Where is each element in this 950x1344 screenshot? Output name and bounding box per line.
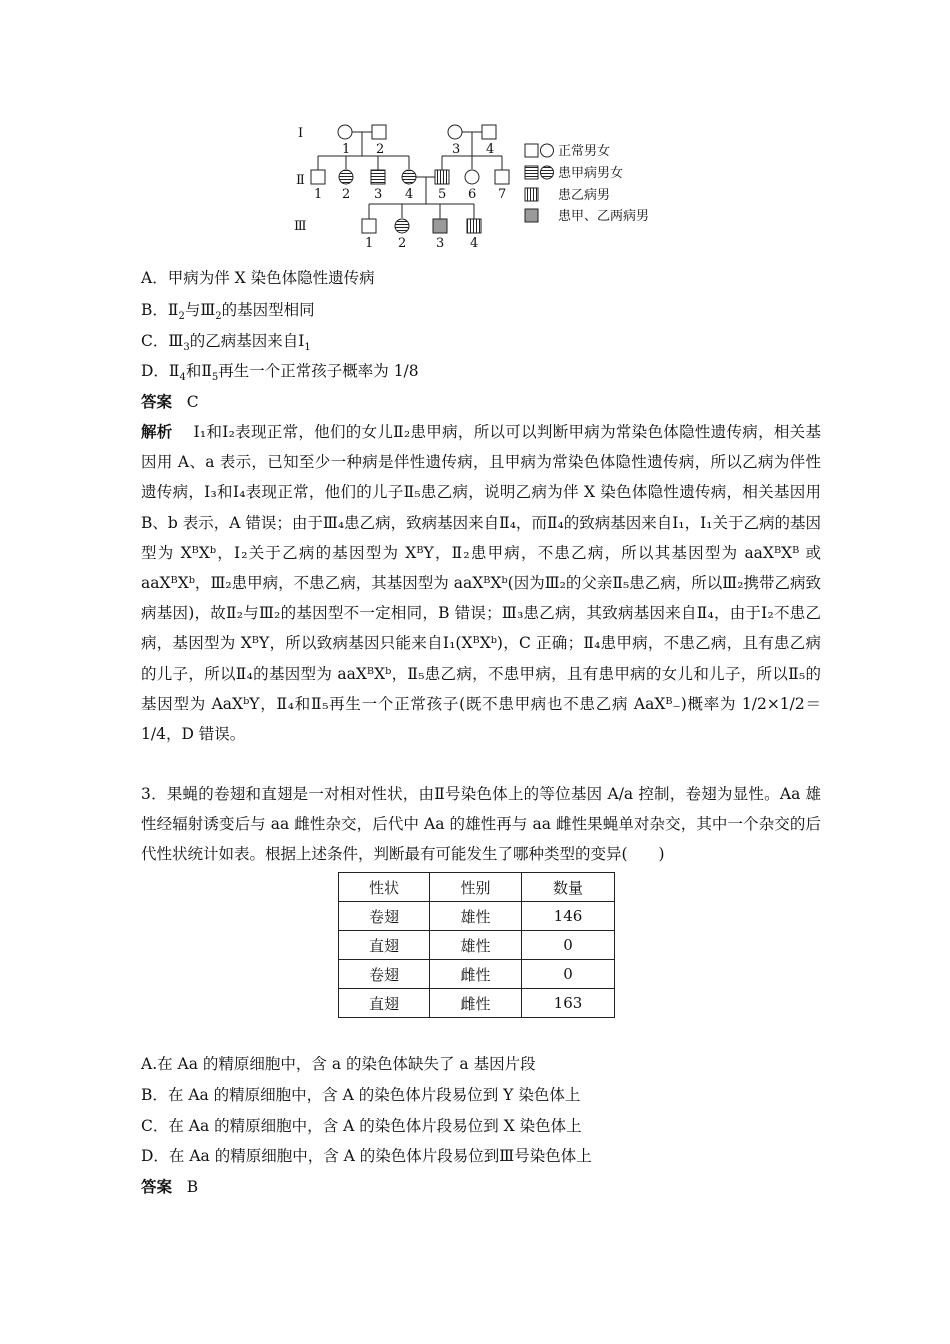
table-cell: 雄性: [430, 931, 522, 960]
num-I2: 2: [376, 142, 385, 157]
III4-male-disease-b: [467, 219, 481, 233]
q2-option-b-mid: 与Ⅲ: [184, 301, 216, 319]
pedigree-chart: [292, 118, 672, 254]
II6-female-normal: [465, 170, 479, 184]
table-cell: 卷翅: [339, 960, 430, 989]
q2-analysis-label: 解析: [141, 422, 173, 441]
legend-disease-b: 患乙病男: [558, 188, 611, 203]
q2-option-c: [141, 331, 311, 354]
num-I1: 1: [342, 142, 351, 157]
III3-male-both-diseases: [433, 219, 447, 233]
q3-table: [338, 872, 615, 1018]
I1-female-normal: [338, 125, 352, 139]
q2-option-b-sub1: 2: [178, 311, 185, 323]
II5-male-disease-b: [435, 170, 449, 184]
table-header-count: 数量: [522, 873, 615, 902]
legend-both-diseases: 患甲、乙两病男: [558, 209, 650, 224]
num-II5: 5: [438, 187, 447, 202]
q3-stem: 3．果蝇的卷翅和直翅是一对相对性状，由Ⅱ号染色体上的等位基因 A/a 控制，卷翅为显性。Aa 雄性经辐射诱变后与 aa 雌性杂交，后代中 Aa 的雄性再与 aa 雌性果蝇单对杂交，其中一个杂交的后代性状统计如表。根据上述条件，判断最有可能发生了哪种类型的变异( ): [141, 785, 821, 864]
table-header-row: [339, 873, 615, 902]
III1-male-normal: [362, 219, 376, 233]
q3-option-a: A.在 Aa 的精原细胞中，含 a 的染色体缺失了 a 基因片段: [141, 1055, 536, 1073]
q3-option-c: C．在 Aa 的精原细胞中，含 A 的染色体片段易位到 X 染色体上: [141, 1117, 582, 1135]
q2-option-b-sub2: 2: [215, 311, 222, 323]
table-cell: 146: [522, 902, 615, 931]
legend-disease-a: 患甲病男女: [558, 166, 624, 181]
table-cell: 雄性: [430, 902, 522, 931]
II3-male-disease-a: [371, 170, 385, 184]
III2-female-disease-a: [395, 219, 409, 233]
q2-answer-value: C: [186, 393, 199, 411]
II1-male-normal: [311, 170, 325, 184]
I3-female-normal: [448, 125, 462, 139]
q2-option-a: A．甲病为伴 X 染色体隐性遗传病: [141, 269, 375, 287]
table-cell: 直翅: [339, 989, 430, 1018]
table-row: [339, 960, 615, 989]
q2-option-d-mid: 和Ⅱ: [185, 362, 212, 380]
q2-option-d: [141, 361, 419, 384]
table-row: [339, 902, 615, 931]
table-header-sex: 性别: [430, 873, 522, 902]
q2-option-d-post: 再生一个正常孩子概率为 1/8: [218, 362, 419, 380]
q3-option-b: B．在 Aa 的精原细胞中，含 A 的染色体片段易位到 Y 染色体上: [141, 1086, 581, 1104]
q3-answer-value: B: [186, 1178, 199, 1196]
q3-answer: [141, 1177, 198, 1197]
num-III1: 1: [365, 236, 374, 251]
q2-analysis: [141, 417, 821, 749]
q2-analysis-text: Ⅰ₁和Ⅰ₂表现正常，他们的女儿Ⅱ₂患甲病，所以可以判断甲病为常染色体隐性遗传病，相关基因用 A、a 表示，已知至少一种病是伴性遗传病，且甲病为常染色体隐性遗传病，所以乙病为伴性遗传病，Ⅰ₃和Ⅰ₄表现正常，他们的儿子Ⅱ₅患乙病，说明乙病为伴 X 染色体隐性遗传病，相关基因用 B、b 表示，A 错误；由于Ⅲ₄患乙病，致病基因来自Ⅱ₄，而Ⅱ₄的致病基因来自Ⅰ₁，Ⅰ₁关于乙病的基因型为 XᴮXᵇ，Ⅰ₂关于乙病的基因型为 XᴮY，Ⅱ₂患甲病，不患乙病，所以其基因型为 aaXᴮXᴮ 或 aaXᴮXᵇ，Ⅲ₂患甲病，不患乙病，其基因型为 aaXᴮXᵇ(因为Ⅲ₂的父亲Ⅱ₅患乙病，所以Ⅲ₂携带乙病致病基因)，故Ⅱ₂与Ⅲ₂的基因型不一定相同，B 错误；Ⅲ₃患乙病，其致病基因来自Ⅱ₄，由于Ⅰ₂不患乙病，基因型为 XᴮY，所以致病基因只能来自Ⅰ₁(XᴮXᵇ)，C 正确；Ⅱ₄患甲病，不患乙病，且有患乙病的儿子，所以Ⅱ₄的基因型为 aaXᴮXᵇ，Ⅱ₅患乙病，不患甲病，且有患甲病的女儿和儿子，所以Ⅱ₅的基因型为 AaXᵇY，Ⅱ₄和Ⅱ₅再生一个正常孩子(既不患甲病也不患乙病 AaXᴮ₋)概率为 1/2×1/2＝1/4，D 错误。: [141, 423, 821, 744]
table-cell: 雌性: [430, 960, 522, 989]
table-cell: 直翅: [339, 931, 430, 960]
table-cell: 0: [522, 960, 615, 989]
q2-option-b: [141, 300, 315, 323]
num-II4: 4: [405, 187, 414, 202]
q2-answer: [141, 392, 199, 412]
q2-option-c-mid: 的乙病基因来自Ⅰ: [189, 332, 305, 350]
q2-option-c-pre: C．Ⅲ: [141, 332, 184, 350]
q2-answer-label: 答案: [141, 392, 173, 411]
II7-male-normal: [495, 170, 509, 184]
q2-option-b-pre: B．Ⅱ: [141, 301, 179, 319]
q2-option-d-sub1: 4: [179, 372, 186, 384]
num-II1: 1: [314, 187, 323, 202]
q2-option-c-sub2: 1: [304, 342, 311, 354]
legend-normal: 正常男女: [558, 144, 611, 159]
gen-label-3: Ⅲ: [294, 219, 307, 234]
I4-male-normal: [482, 125, 496, 139]
I2-male-normal: [372, 125, 386, 139]
num-II7: 7: [498, 187, 507, 202]
q2-option-d-pre: D．Ⅱ: [141, 362, 180, 380]
legend-disease-a-male-icon: [525, 166, 538, 179]
q2-option-c-sub1: 3: [183, 342, 190, 354]
num-III4: 4: [470, 236, 479, 251]
gen-label-1: Ⅰ: [298, 126, 304, 141]
II2-female-disease-a: [339, 170, 353, 184]
num-II3: 3: [374, 187, 383, 202]
II4-female-disease-a: [402, 170, 416, 184]
legend-both-diseases-male-icon: [525, 209, 538, 222]
table-cell: 0: [522, 931, 615, 960]
num-I3: 3: [452, 142, 461, 157]
num-II6: 6: [468, 187, 477, 202]
num-III2: 2: [398, 236, 407, 251]
table-row: [339, 989, 615, 1018]
num-II2: 2: [342, 187, 351, 202]
q3-answer-label: 答案: [141, 1177, 173, 1196]
num-I4: 4: [486, 142, 495, 157]
legend-normal-female-icon: [541, 144, 554, 157]
gen-label-2: Ⅱ: [296, 173, 305, 188]
q2-option-b-post: 的基因型相同: [221, 301, 315, 319]
num-III3: 3: [436, 236, 445, 251]
q3-option-d: D．在 Aa 的精原细胞中，含 A 的染色体片段易位到Ⅲ号染色体上: [141, 1147, 592, 1165]
q2-option-d-sub2: 5: [211, 372, 219, 384]
table-row: [339, 931, 615, 960]
table-header-trait: 性状: [339, 873, 430, 902]
legend-disease-a-female-icon: [541, 166, 554, 179]
table-cell: 卷翅: [339, 902, 430, 931]
legend-normal-male-icon: [525, 144, 538, 157]
legend-disease-b-male-icon: [525, 188, 538, 201]
table-cell: 雌性: [430, 989, 522, 1018]
table-cell: 163: [522, 989, 615, 1018]
